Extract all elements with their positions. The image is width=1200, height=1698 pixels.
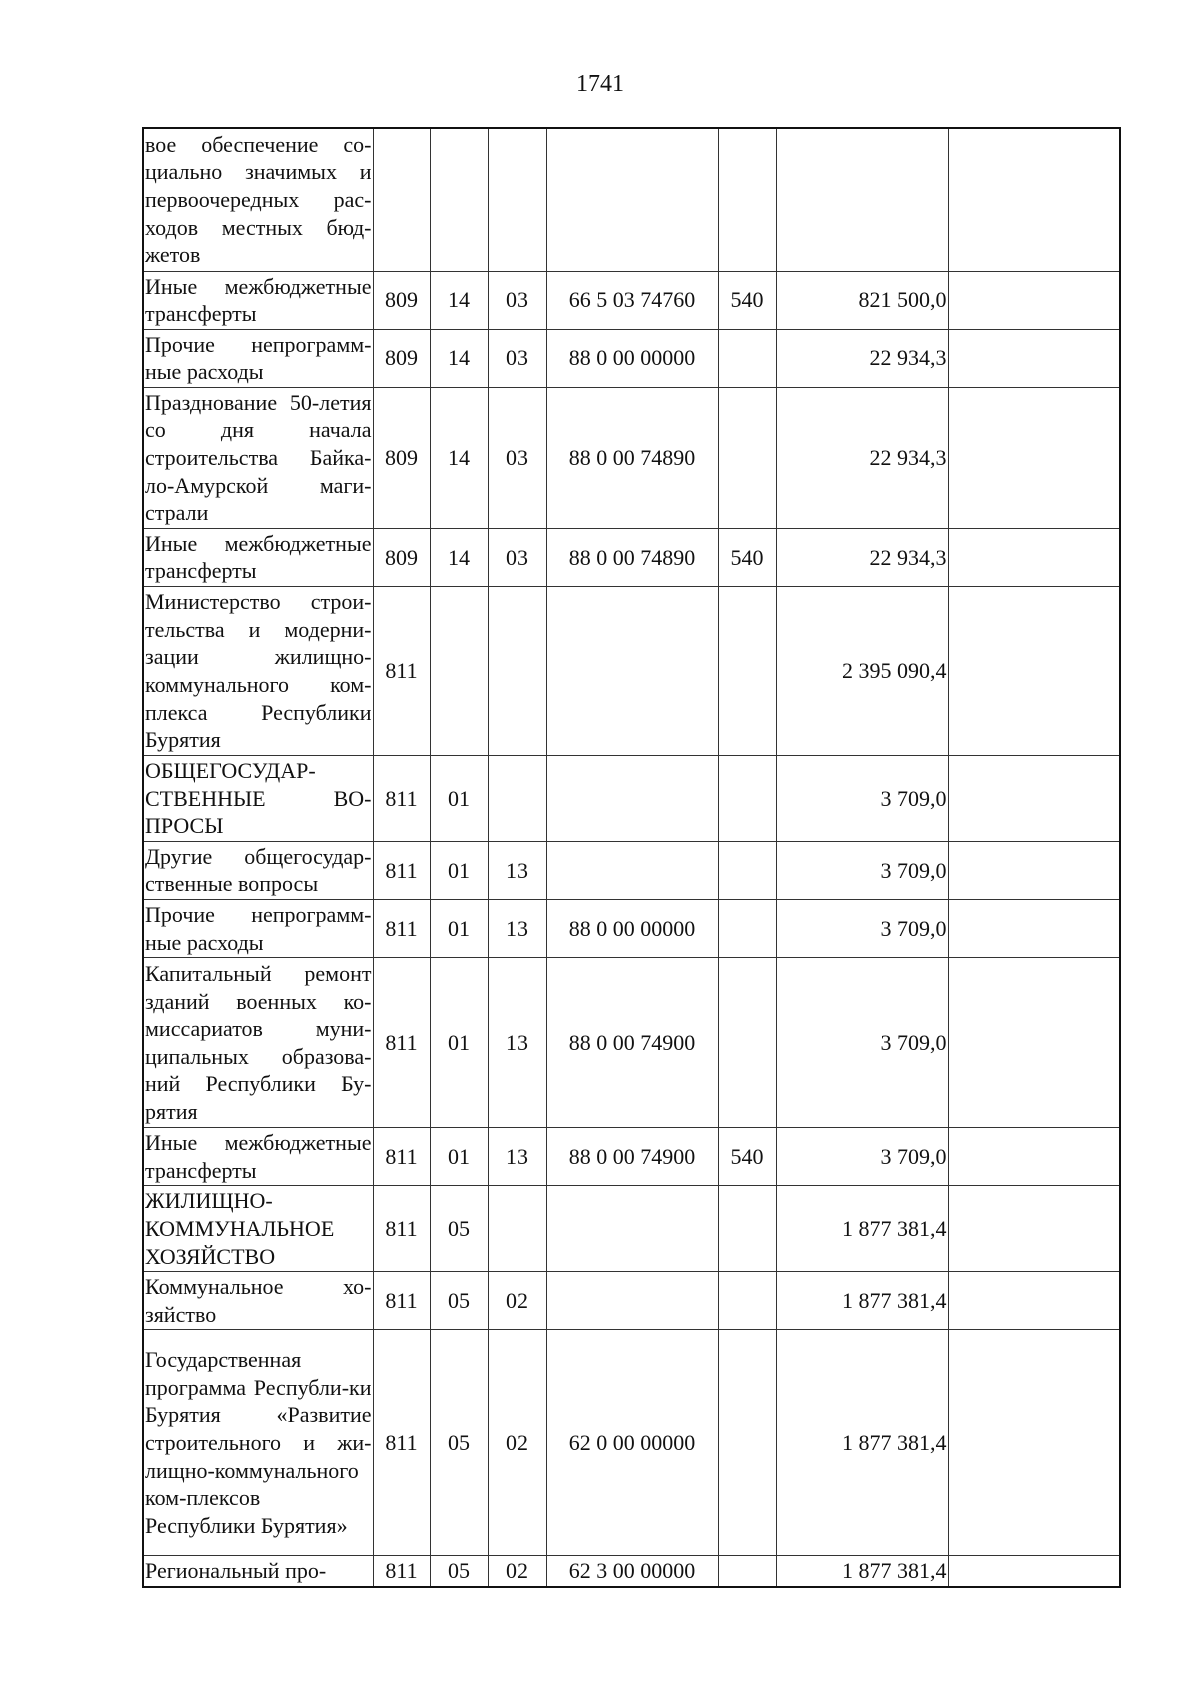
row-name-cell: Региональный про- [143, 1556, 373, 1587]
grbs-cell: 811 [373, 756, 430, 842]
row-name-cell: Иные межбюджетные трансферты [143, 1128, 373, 1186]
page-number: 1741 [576, 71, 624, 97]
row-name-cell: Празднование 50-летия со дня начала строительства Байка-ло-Амурской маги-страли [143, 387, 373, 528]
pr-cell: 13 [488, 841, 546, 899]
sum-cell: 3 709,0 [776, 958, 948, 1128]
row-name-cell: Государственная программа Республи-ки Бурятия «Развитие строительного и жи-лищно-коммунального ком-плексов Республики Бурятия» [143, 1330, 373, 1556]
row-name-cell: Иные межбюджетные трансферты [143, 271, 373, 329]
empty-cell [948, 128, 1120, 271]
vr-cell [718, 128, 776, 271]
rz-cell: 01 [430, 841, 488, 899]
rz-cell: 01 [430, 1128, 488, 1186]
csr-cell: 88 0 00 74890 [546, 528, 718, 586]
empty-cell [948, 329, 1120, 387]
table-row [143, 1186, 1120, 1272]
empty-cell [948, 587, 1120, 756]
rz-cell [430, 587, 488, 756]
table-row [143, 756, 1120, 842]
grbs-cell: 811 [373, 1330, 430, 1556]
pr-cell: 13 [488, 900, 546, 958]
grbs-cell: 811 [373, 1556, 430, 1587]
csr-cell: 88 0 00 00000 [546, 329, 718, 387]
table-row [143, 841, 1120, 899]
sum-cell: 22 934,3 [776, 528, 948, 586]
rz-cell: 05 [430, 1186, 488, 1272]
empty-cell [948, 1186, 1120, 1272]
vr-cell [718, 900, 776, 958]
grbs-cell: 811 [373, 900, 430, 958]
empty-cell [948, 900, 1120, 958]
vr-cell [718, 587, 776, 756]
budget-table [142, 127, 1121, 1588]
rz-cell: 14 [430, 387, 488, 528]
sum-cell: 2 395 090,4 [776, 587, 948, 756]
grbs-cell: 811 [373, 1272, 430, 1330]
table-row [143, 1556, 1120, 1587]
sum-cell: 3 709,0 [776, 756, 948, 842]
table-row [143, 271, 1120, 329]
vr-cell [718, 329, 776, 387]
sum-cell: 1 877 381,4 [776, 1186, 948, 1272]
csr-cell: 66 5 03 74760 [546, 271, 718, 329]
rz-cell: 05 [430, 1330, 488, 1556]
csr-cell: 62 3 00 00000 [546, 1556, 718, 1587]
grbs-cell: 811 [373, 587, 430, 756]
empty-cell [948, 271, 1120, 329]
pr-cell [488, 587, 546, 756]
rz-cell: 01 [430, 958, 488, 1128]
rz-cell [430, 128, 488, 271]
table-row [143, 587, 1120, 756]
pr-cell: 03 [488, 271, 546, 329]
rz-cell: 05 [430, 1272, 488, 1330]
row-name-cell: Прочие непрограмм-ные расходы [143, 900, 373, 958]
sum-cell: 1 877 381,4 [776, 1272, 948, 1330]
table-row [143, 958, 1120, 1128]
row-name-cell: ЖИЛИЩНО-КОММУНАЛЬНОЕ ХОЗЯЙСТВО [143, 1186, 373, 1272]
sum-cell: 22 934,3 [776, 387, 948, 528]
empty-cell [948, 1128, 1120, 1186]
rz-cell: 05 [430, 1556, 488, 1587]
empty-cell [948, 528, 1120, 586]
table-row [143, 1330, 1120, 1556]
rz-cell: 14 [430, 271, 488, 329]
rz-cell: 14 [430, 329, 488, 387]
row-name-cell: ОБЩЕГОСУДАР-СТВЕННЫЕ ВО-ПРОСЫ [143, 756, 373, 842]
csr-cell: 88 0 00 00000 [546, 900, 718, 958]
vr-cell [718, 1272, 776, 1330]
rz-cell: 01 [430, 900, 488, 958]
csr-cell [546, 128, 718, 271]
grbs-cell: 809 [373, 329, 430, 387]
row-name-cell: Иные межбюджетные трансферты [143, 528, 373, 586]
pr-cell: 13 [488, 1128, 546, 1186]
pr-cell: 03 [488, 387, 546, 528]
pr-cell: 03 [488, 528, 546, 586]
sum-cell: 1 877 381,4 [776, 1556, 948, 1587]
rz-cell: 14 [430, 528, 488, 586]
grbs-cell: 809 [373, 387, 430, 528]
grbs-cell: 809 [373, 528, 430, 586]
empty-cell [948, 958, 1120, 1128]
row-name-cell: вое обеспечение со-циально значимых и первоочередных рас-ходов местных бюд-жетов [143, 128, 373, 271]
vr-cell: 540 [718, 1128, 776, 1186]
table-row [143, 1272, 1120, 1330]
csr-cell [546, 1186, 718, 1272]
pr-cell: 13 [488, 958, 546, 1128]
vr-cell [718, 841, 776, 899]
csr-cell: 88 0 00 74890 [546, 387, 718, 528]
csr-cell: 62 0 00 00000 [546, 1330, 718, 1556]
grbs-cell: 809 [373, 271, 430, 329]
table-row [143, 1128, 1120, 1186]
sum-cell: 3 709,0 [776, 841, 948, 899]
csr-cell [546, 1272, 718, 1330]
csr-cell [546, 587, 718, 756]
empty-cell [948, 1556, 1120, 1587]
row-name-cell: Другие общегосудар-ственные вопросы [143, 841, 373, 899]
pr-cell: 03 [488, 329, 546, 387]
table-row [143, 528, 1120, 586]
empty-cell [948, 387, 1120, 528]
grbs-cell [373, 128, 430, 271]
table-row [143, 128, 1120, 271]
sum-cell: 3 709,0 [776, 1128, 948, 1186]
empty-cell [948, 1272, 1120, 1330]
empty-cell [948, 841, 1120, 899]
table-row [143, 387, 1120, 528]
pr-cell: 02 [488, 1330, 546, 1556]
row-name-cell: Прочие непрограмм-ные расходы [143, 329, 373, 387]
vr-cell [718, 756, 776, 842]
vr-cell [718, 958, 776, 1128]
pr-cell: 02 [488, 1556, 546, 1587]
row-name-cell: Коммунальное хо-зяйство [143, 1272, 373, 1330]
sum-cell: 22 934,3 [776, 329, 948, 387]
empty-cell [948, 1330, 1120, 1556]
table-row [143, 329, 1120, 387]
pr-cell [488, 756, 546, 842]
vr-cell [718, 1556, 776, 1587]
table-row [143, 900, 1120, 958]
row-name-cell: Министерство строи-тельства и модерни-зации жилищно-коммунального ком-плекса Республики Бурятия [143, 587, 373, 756]
pr-cell [488, 1186, 546, 1272]
vr-cell [718, 387, 776, 528]
rz-cell: 01 [430, 756, 488, 842]
vr-cell [718, 1186, 776, 1272]
pr-cell [488, 128, 546, 271]
sum-cell: 1 877 381,4 [776, 1330, 948, 1556]
grbs-cell: 811 [373, 1186, 430, 1272]
csr-cell: 88 0 00 74900 [546, 1128, 718, 1186]
vr-cell: 540 [718, 528, 776, 586]
csr-cell [546, 756, 718, 842]
grbs-cell: 811 [373, 841, 430, 899]
vr-cell [718, 1330, 776, 1556]
csr-cell: 88 0 00 74900 [546, 958, 718, 1128]
vr-cell: 540 [718, 271, 776, 329]
sum-cell [776, 128, 948, 271]
empty-cell [948, 756, 1120, 842]
grbs-cell: 811 [373, 958, 430, 1128]
sum-cell: 3 709,0 [776, 900, 948, 958]
csr-cell [546, 841, 718, 899]
sum-cell: 821 500,0 [776, 271, 948, 329]
grbs-cell: 811 [373, 1128, 430, 1186]
pr-cell: 02 [488, 1272, 546, 1330]
row-name-cell: Капитальный ремонт зданий военных ко-миссариатов муни-ципальных образова-ний Республики Бу-рятия [143, 958, 373, 1128]
